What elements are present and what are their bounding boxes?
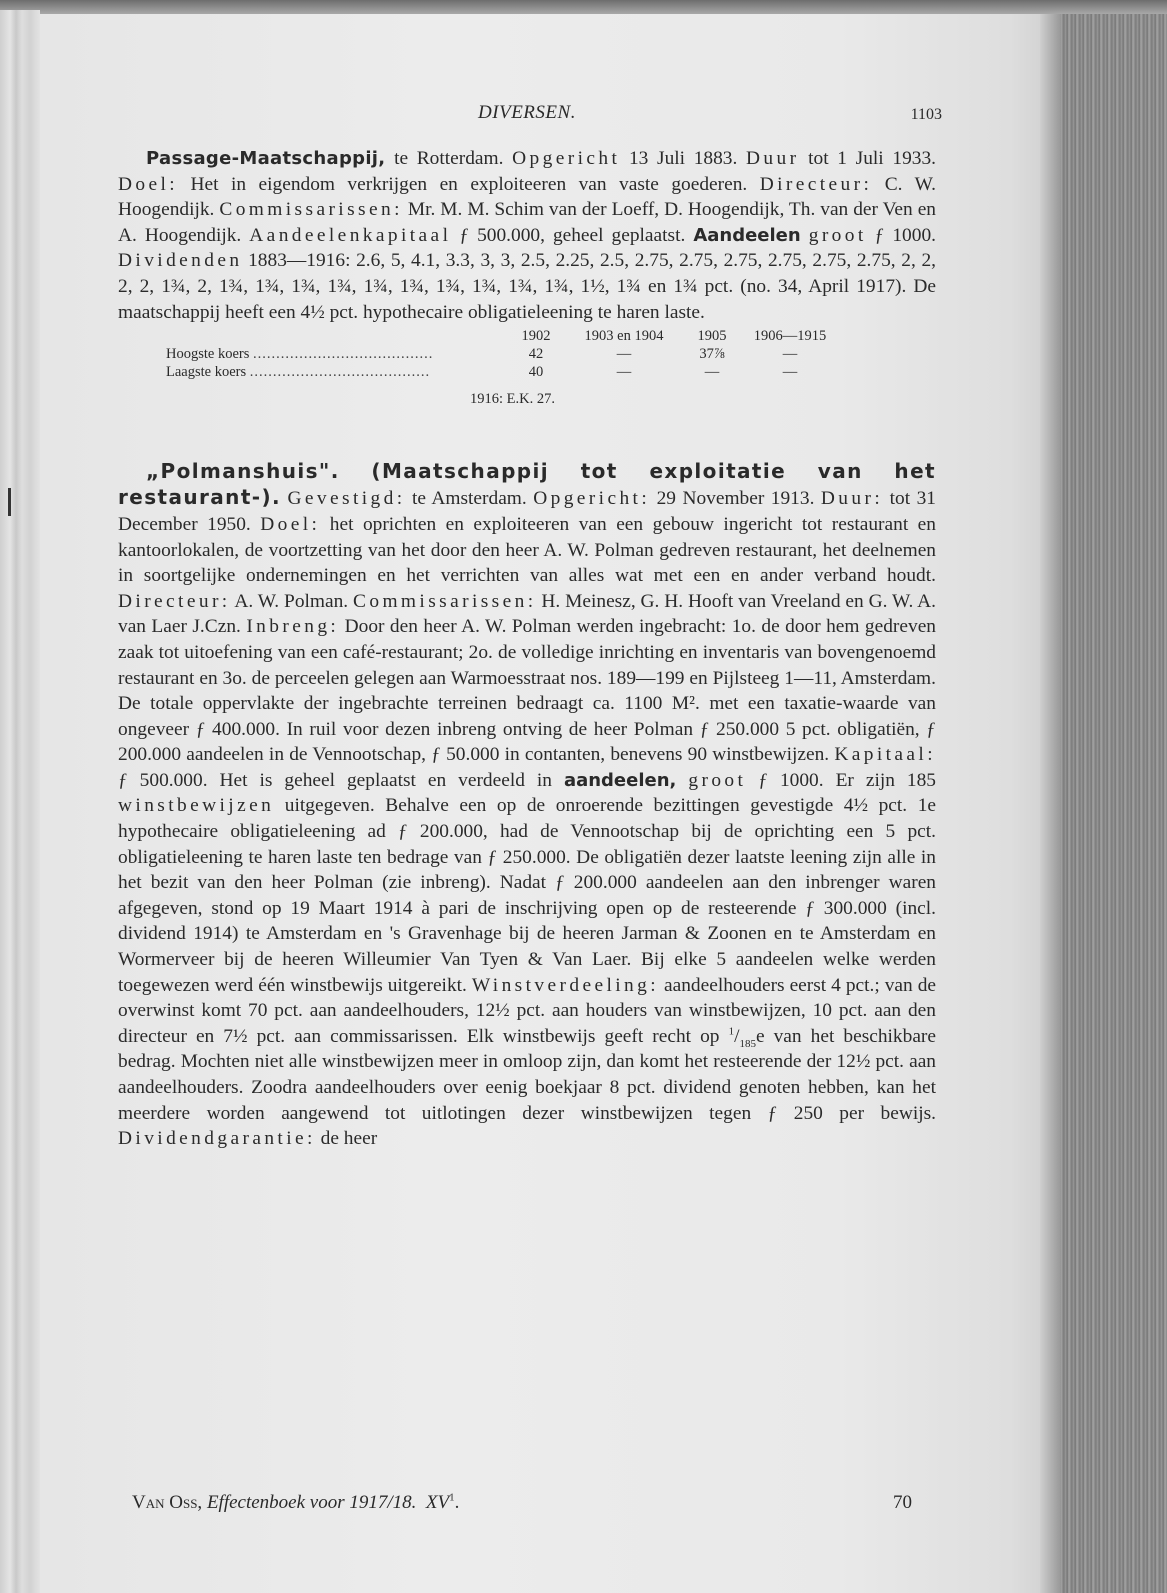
- field-label: Gevestigd:: [287, 488, 406, 510]
- signature-number: 70: [893, 1492, 912, 1513]
- page-footer: [132, 1492, 912, 1522]
- page-text: [118, 100, 942, 1152]
- scan-top-edge: [0, 0, 1167, 14]
- field-label: Doel:: [260, 513, 321, 535]
- running-head: [118, 100, 942, 134]
- table-row: Hoogste koers ....................................... 42 — 37⅞ —: [166, 346, 798, 363]
- field-label: Inbreng:: [246, 616, 340, 638]
- field-label: Duur: [746, 148, 800, 169]
- field-label: Opgericht:: [533, 488, 651, 510]
- koers-table: [166, 327, 840, 381]
- field-label: Kapitaal:: [834, 744, 936, 766]
- field-label: Directeur:: [118, 590, 231, 612]
- field-label: Commissarissen:: [353, 590, 537, 612]
- entry-polmanshuis: „Polmanshuis". (Maatschappij tot exploitatie van het restaurant-). Gevestigd: te Amsterdam. Opgericht: 29 November 1913. Duur: tot 31 December 1950. Doel: het oprichten en exploiteeren van een gebouw ingericht tot restaurant en kantoorlokalen, de voortzetting van het door den heer A. W. Polman gedreven restaurant, het deelnemen in soortgelijke ondernemingen en het verrichten van alles wat met een en ander verband houdt. Directeur: A. W. Polman. Commissarissen: H. Meinesz, G. H. Hooft van Vreeland en G. W. A. van Laer J.Czn. Inbreng: Door den heer A. W. Polman werden ingebracht: 1o. de door hem gedreven zaak tot uitoefening van een café-restaurant; 2o. de volledige inrichting en inventaris van bovengenoemd restaurant en 3o. de perceelen gelegen aan Warmoesstraat nos. 189—199 en Pijlsteeg 1—11, Amsterdam. De totale oppervlakte der ingebrachte terreinen bedraagt ca. 1100 M². met een taxatie-waarde van ongeveer ƒ 400.000. In ruil voor dezen inbreng ontving de heer Polman ƒ 250.000 5 pct. obligatiën, ƒ 200.000 aandeelen in de Vennootschap, ƒ 50.000 in contanten, benevens 90 winstbewijzen. Kapitaal: ƒ 500.000. Het is geheel geplaatst en verdeeld in aandeelen, groot ƒ 1000. Er zijn 185 winstbewijzen uitgegeven. Behalve een op de onroerende bezittingen gevestigde 4½ pct. 1e hypothecaire obligatieleening ad ƒ 200.000, had de Vennootschap bij de oprichting een 5 pct. obligatieleening te haren laste ten bedrage van ƒ 250.000. De obligatiën dezer laatste leening zijn alle in het bezit van den heer Polman (zie inbreng). Nadat ƒ 200.000 aandeelen aan den inbrenger waren afgegeven, stond op 19 Maart 1914 à pari de inschrijving open op de resteerende ƒ 300.000 (incl. dividend 1914) te Amsterdam en 's Gravenhage bij de heeren Jarman & Zoonen en te Amsterdam en Wormerveer bij de heeren Willeumier Van Tyen & Van Laer. Bij elke 5 aandeelen welke werden toegewezen werd één winstbewijs uitgereikt. Winstverdeeling: aandeelhouders eerst 4 pct.; van de overwinst komt 70 pct. aan aandeelhouders, 12½ pct. aan houders van winstbewijzen, 10 pct. aan den directeur en 7½ pct. aan commissarissen. Elk winstbewijs geeft recht op $^1/_{185}e$ van het beschikbare bedrag. Mochten niet alle winstbewijzen meer in omloop zijn, dan komt het resteerende der 12½ pct. aan aandeelhouders. Zoodra aandeelhouders over eenig boekjaar 8 pct. dividend genoten hebben, kan het meerdere worden aangewend tot uitlotingen dezer winstbewijzen tegen ƒ 250 per bewijs. Dividendgarantie: de heer: [118, 458, 937, 1150]
- field-label: Dividenden: [118, 250, 243, 272]
- koers-note: 1916: E.K. 27.: [470, 391, 555, 408]
- field-label: Dividendgarantie:: [118, 1128, 316, 1150]
- entry-passage-maatschappij: Passage-Maatschappij, te Rotterdam. Opgericht 13 Juli 1883. Duur tot 1 Juli 1933. Doel: Het in eigendom verkrijgen en exploiteeren van vaste goederen. Directeur: C. W. Hoogendijk. Commissarissen: Mr. M. M. Schim van der Loeff, D. Hoogendijk, Th. van der Ven en A. Hoogendijk. Aandeelenkapitaal ƒ 500.000, geheel geplaatst. Aandeelen groot ƒ 1000. Dividenden 1883—1916: 2.6, 5, 4.1, 3.3, 3, 3, 2.5, 2.25, 2.5, 2.75, 2.75, 2.75, 2.75, 2.75, 2.75, 2, 2, 2, 2, 1¾, 2, 1¾, 1¾, 1¾, 1¾, 1¾, 1¾, 1¾, 1¾, 1¾, 1¾, 1½, 1¾ en 1¾ pct. (no. 34, April 1917). De maatschappij heeft een 4½ pct. hypothecaire obligatieleening te haren laste.: [118, 148, 936, 323]
- scan-mark: [8, 488, 11, 516]
- field-label: Commissarissen:: [219, 199, 403, 221]
- koers-header-row: 1902 1903 en 1904 1905 1906—1915: [521, 328, 827, 345]
- field-label-bold: Aandeelen: [693, 224, 801, 246]
- book-page-edges: [1040, 14, 1167, 1593]
- field-label: Directeur:: [759, 173, 873, 195]
- field-label: Doel:: [118, 173, 179, 195]
- entry-name: „Polmanshuis". (Maatschappij tot exploitatie van het restaurant-).: [118, 458, 936, 510]
- book-gutter: [0, 10, 40, 1593]
- field-label: Aandeelenkapitaal: [249, 224, 452, 246]
- page-number: 1103: [910, 106, 942, 123]
- field-label-bold: aandeelen,: [563, 769, 677, 791]
- field-label: Winstverdeeling:: [471, 974, 660, 996]
- table-row: Laagste koers ....................................... 40 — — —: [166, 364, 798, 381]
- field-label: Duur:: [820, 488, 884, 510]
- entry-name: Passage-Maatschappij,: [146, 148, 386, 169]
- field-label: Opgericht: [512, 148, 621, 169]
- footer-signature: Van Oss, Effectenboek voor 1917/18. $XV^1$.: [132, 1491, 460, 1513]
- section-title: DIVERSEN.: [478, 102, 576, 123]
